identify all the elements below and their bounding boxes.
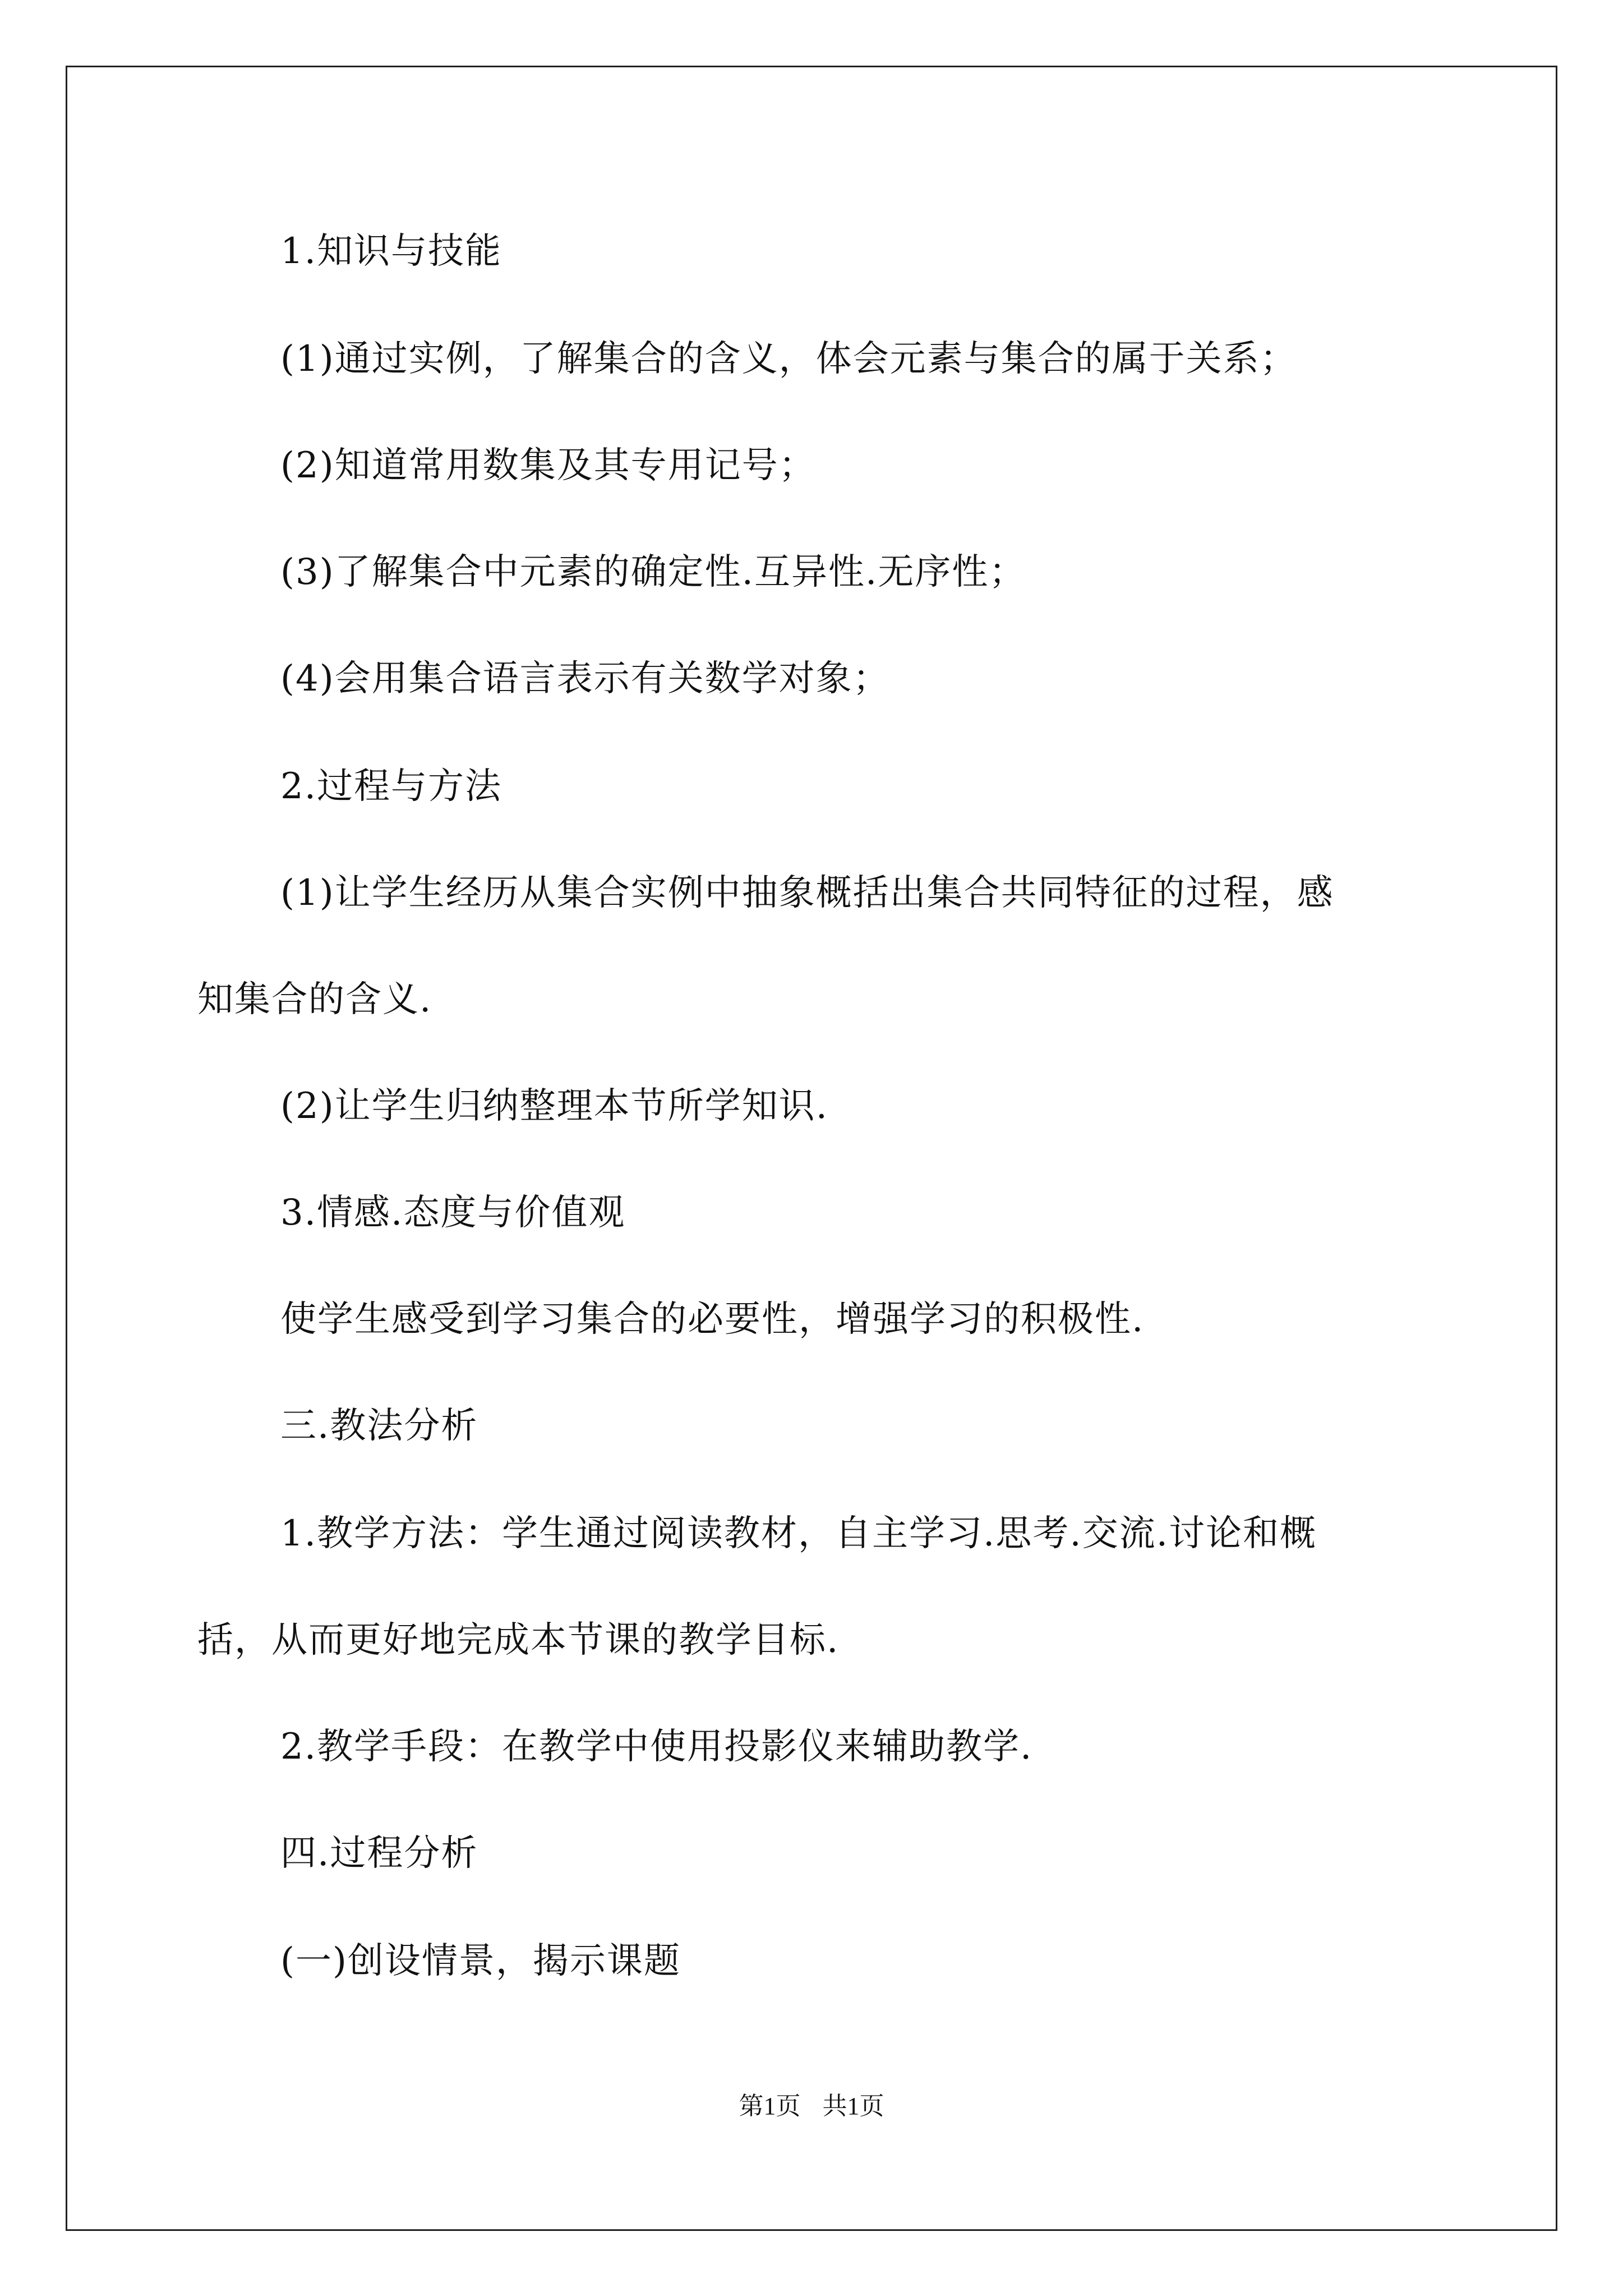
paragraph-line: (一)创设情景，揭示课题 xyxy=(280,1940,681,1982)
section-heading-knowledge-skills: 1.知识与技能 xyxy=(280,231,502,272)
paragraph-line: (3)了解集合中元素的确定性.互异性.无序性； xyxy=(280,551,1026,593)
paragraph-line: (1)通过实例，了解集合的含义，体会元素与集合的属于关系； xyxy=(280,338,1297,380)
paragraph-line: (2)让学生归纳整理本节所学知识. xyxy=(280,1085,828,1127)
paragraph-line: 2.教学手段：在教学中使用投影仪来辅助教学. xyxy=(280,1726,1033,1768)
page-border xyxy=(66,66,1557,2231)
paragraph-line: 使学生感受到学习集合的必要性，增强学习的积极性. xyxy=(280,1299,1145,1340)
paragraph-line-continuation: 知集合的含义. xyxy=(197,979,432,1020)
paragraph-line: (4)会用集合语言表示有关数学对象； xyxy=(280,658,890,700)
paragraph-line: (1)让学生经历从集合实例中抽象概括出集合共同特征的过程，感 xyxy=(280,872,1334,914)
page-number-total: 共1页 xyxy=(822,2092,884,2120)
section-heading-process-methods: 2.过程与方法 xyxy=(280,766,502,807)
page-number-current: 第1页 xyxy=(739,2092,801,2120)
section-heading-teaching-method-analysis: 三.教法分析 xyxy=(280,1405,478,1447)
page-footer xyxy=(0,2090,1623,2123)
paragraph-line: (2)知道常用数集及其专用记号； xyxy=(280,445,816,486)
section-heading-attitude-values: 3.情感.态度与价值观 xyxy=(280,1192,626,1234)
paragraph-line-continuation: 括，从而更好地完成本节课的教学目标. xyxy=(197,1619,840,1661)
section-heading-process-analysis: 四.过程分析 xyxy=(280,1833,478,1874)
paragraph-line: 1.教学方法：学生通过阅读教材，自主学习.思考.交流.讨论和概 xyxy=(280,1513,1317,1554)
